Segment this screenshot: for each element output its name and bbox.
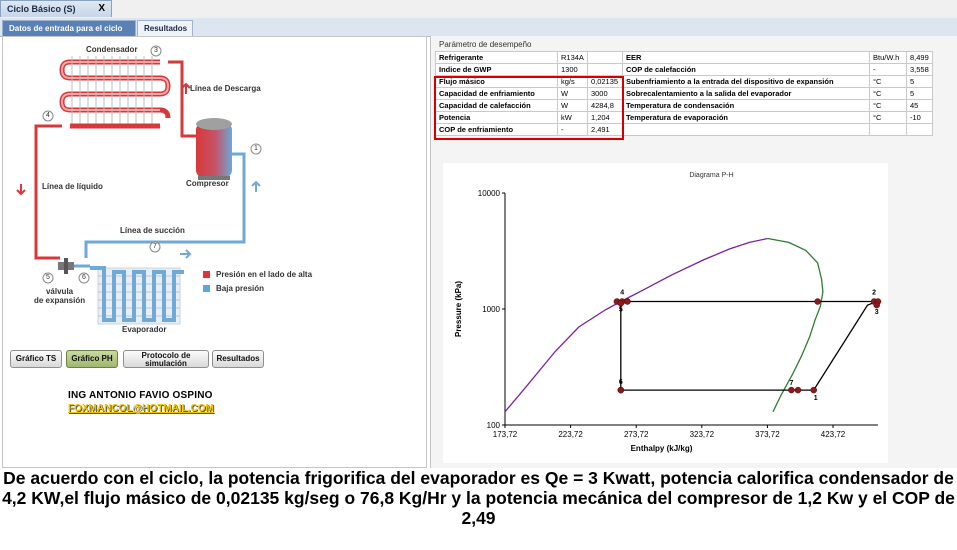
- value-cell: [587, 64, 624, 76]
- param-cell: Subenfriamiento a la entrada del dispositivo de expansión: [623, 76, 870, 88]
- param-cell: Temperatura de evaporación: [623, 112, 870, 124]
- table-row: [436, 52, 625, 64]
- state-point-label: 4: [620, 289, 625, 297]
- table-row: [623, 124, 933, 136]
- unit-cell: -: [558, 124, 588, 136]
- table-row: [623, 52, 933, 64]
- state-point: [618, 387, 624, 393]
- state-point-label: 1: [813, 395, 818, 403]
- param-cell: Flujo másico: [436, 76, 558, 88]
- ts-chart-button[interactable]: Gráfico TS: [10, 350, 62, 368]
- param-cell: Temperatura de condensación: [623, 100, 870, 112]
- legend-high-label: Presión en el lado de alta: [216, 270, 313, 279]
- series-line: [768, 239, 823, 412]
- y-tick-label: 100: [486, 421, 500, 430]
- value-cell: 3,558: [907, 64, 933, 76]
- unit-cell: °C: [870, 88, 907, 100]
- state-point: [624, 299, 630, 305]
- x-tick-label: 173,72: [492, 430, 518, 439]
- value-cell: 2,491: [587, 124, 624, 136]
- value-cell: -10: [907, 112, 933, 124]
- value-cell: [587, 52, 624, 64]
- table-row: [436, 64, 625, 76]
- table-row: [623, 100, 933, 112]
- x-axis-label: Enthalpy (kJ/kg): [630, 444, 693, 453]
- compressor-icon: [196, 118, 232, 180]
- unit-cell: -: [870, 64, 907, 76]
- suction-line-label: Línea de succión: [120, 226, 185, 235]
- highlight-box: [434, 76, 624, 140]
- x-tick-label: 223,72: [558, 430, 583, 439]
- x-tick-label: 423,72: [820, 430, 846, 439]
- author-email[interactable]: FOXMANCOL@HOTMAIL.COM: [68, 403, 214, 414]
- x-tick-label: 273,72: [623, 430, 649, 439]
- conclusion-caption: De acuerdo con el ciclo, la potencia frigorifica del evaporador es Qe = 3 Kwatt, potencia calorifica condensador de 4,2 KW,el flujo másico de 0,02135 kg/seg o 76,8 Kg/Hr y la potencia mecánica del compresor de 1,2 Kw y el COP de 2,49: [2, 468, 955, 528]
- table-row: [623, 64, 933, 76]
- state-point-label: 2: [872, 289, 877, 297]
- legend-high-swatch: [203, 271, 210, 278]
- ph-chart: [443, 163, 888, 463]
- state-point: [874, 302, 880, 308]
- unit-cell: W: [558, 88, 588, 100]
- value-cell: 1,204: [587, 112, 624, 124]
- unit-cell: kg/s: [558, 76, 588, 88]
- y-axis-label: Pressure (kPa): [454, 280, 463, 338]
- evaporator-label: Evaporador: [122, 325, 167, 334]
- chart-title: Diagrama P-H: [689, 172, 734, 179]
- state-point-label: 3: [874, 309, 879, 317]
- node-label-6: 6: [82, 274, 86, 281]
- close-icon[interactable]: X: [98, 3, 105, 14]
- unit-cell: °C: [870, 76, 907, 88]
- param-cell: Potencia: [436, 112, 558, 124]
- table-row: [623, 88, 933, 100]
- unit-cell: kW: [558, 112, 588, 124]
- param-cell: Indice de GWP: [436, 64, 558, 76]
- performance-title: Parámetro de desempeño: [439, 40, 532, 49]
- results-button[interactable]: Resultados: [212, 350, 264, 368]
- value-cell: 8,499: [907, 52, 933, 64]
- x-tick-label: 323,72: [689, 430, 715, 439]
- unit-cell: W: [558, 100, 588, 112]
- param-cell: COP de enfriamiento: [436, 124, 558, 136]
- expansion-valve-icon: [58, 258, 90, 274]
- y-tick-label: 10000: [477, 189, 500, 198]
- unit-cell: R134A: [558, 52, 588, 64]
- value-cell: 3000: [587, 88, 624, 100]
- legend-low-swatch: [203, 285, 210, 292]
- y-tick-label: 1000: [482, 305, 500, 314]
- liquid-line: [36, 126, 62, 258]
- node-label-7: 7: [153, 243, 157, 250]
- condenser-label: Condensador: [86, 45, 138, 54]
- window-titlebar: [0, 0, 957, 19]
- unit-cell: °C: [870, 100, 907, 112]
- state-point: [788, 387, 794, 393]
- node-label-3: 3: [154, 47, 158, 54]
- tab-input-data[interactable]: Datos de entrada para el ciclo: [2, 20, 136, 36]
- node-label-1: 1: [254, 145, 258, 152]
- legend-low-label: Baja presión: [216, 284, 265, 293]
- param-cell: EER: [623, 52, 870, 64]
- performance-table-right: [622, 51, 933, 136]
- state-point: [811, 387, 817, 393]
- param-cell: Refrigerante: [436, 52, 558, 64]
- x-tick-label: 373,72: [755, 430, 780, 439]
- series-line: [505, 239, 768, 412]
- value-cell: 0,02135: [587, 76, 624, 88]
- state-point-label: 6: [618, 379, 623, 387]
- unit-cell: °C: [870, 112, 907, 124]
- state-point-label: 7: [789, 380, 794, 388]
- discharge-line-label: Línea de Descarga: [190, 84, 261, 93]
- table-row: [623, 76, 933, 88]
- ph-chart-button[interactable]: Gráfico PH: [66, 350, 118, 368]
- value-cell: 45: [907, 100, 933, 112]
- evaporator-coil: [90, 268, 184, 324]
- table-row: [623, 112, 933, 124]
- state-point-label: 5: [618, 306, 623, 314]
- param-cell: Capacidad de calefacción: [436, 100, 558, 112]
- node-label-4: 4: [46, 112, 50, 119]
- param-cell: COP de calefacción: [623, 64, 870, 76]
- window-tab-label: Ciclo Básico (S): [7, 4, 76, 14]
- param-cell: Capacidad de enfriamiento: [436, 88, 558, 100]
- value-cell: 5: [907, 88, 933, 100]
- compressor-label: Compresor: [186, 179, 229, 188]
- window-tab[interactable]: [0, 0, 112, 17]
- state-point: [795, 387, 801, 393]
- tab-results[interactable]: Resultados: [137, 20, 193, 36]
- liquid-line-label: Línea de líquido: [42, 182, 103, 191]
- unit-cell: 1300: [558, 64, 588, 76]
- node-label-5: 5: [46, 274, 50, 281]
- author-name: ING ANTONIO FAVIO OSPINO: [68, 390, 213, 401]
- value-cell: 5: [907, 76, 933, 88]
- expansion-valve-label: válvula de expansión: [34, 287, 86, 305]
- series-line: [618, 302, 877, 391]
- unit-cell: Btu/W.h: [870, 52, 907, 64]
- state-point: [815, 299, 821, 305]
- simulation-protocol-button[interactable]: Protocolo de simulación: [123, 350, 209, 368]
- param-cell: Sobrecalentamiento a la salida del evaporador: [623, 88, 870, 100]
- value-cell: 4284,8: [587, 100, 624, 112]
